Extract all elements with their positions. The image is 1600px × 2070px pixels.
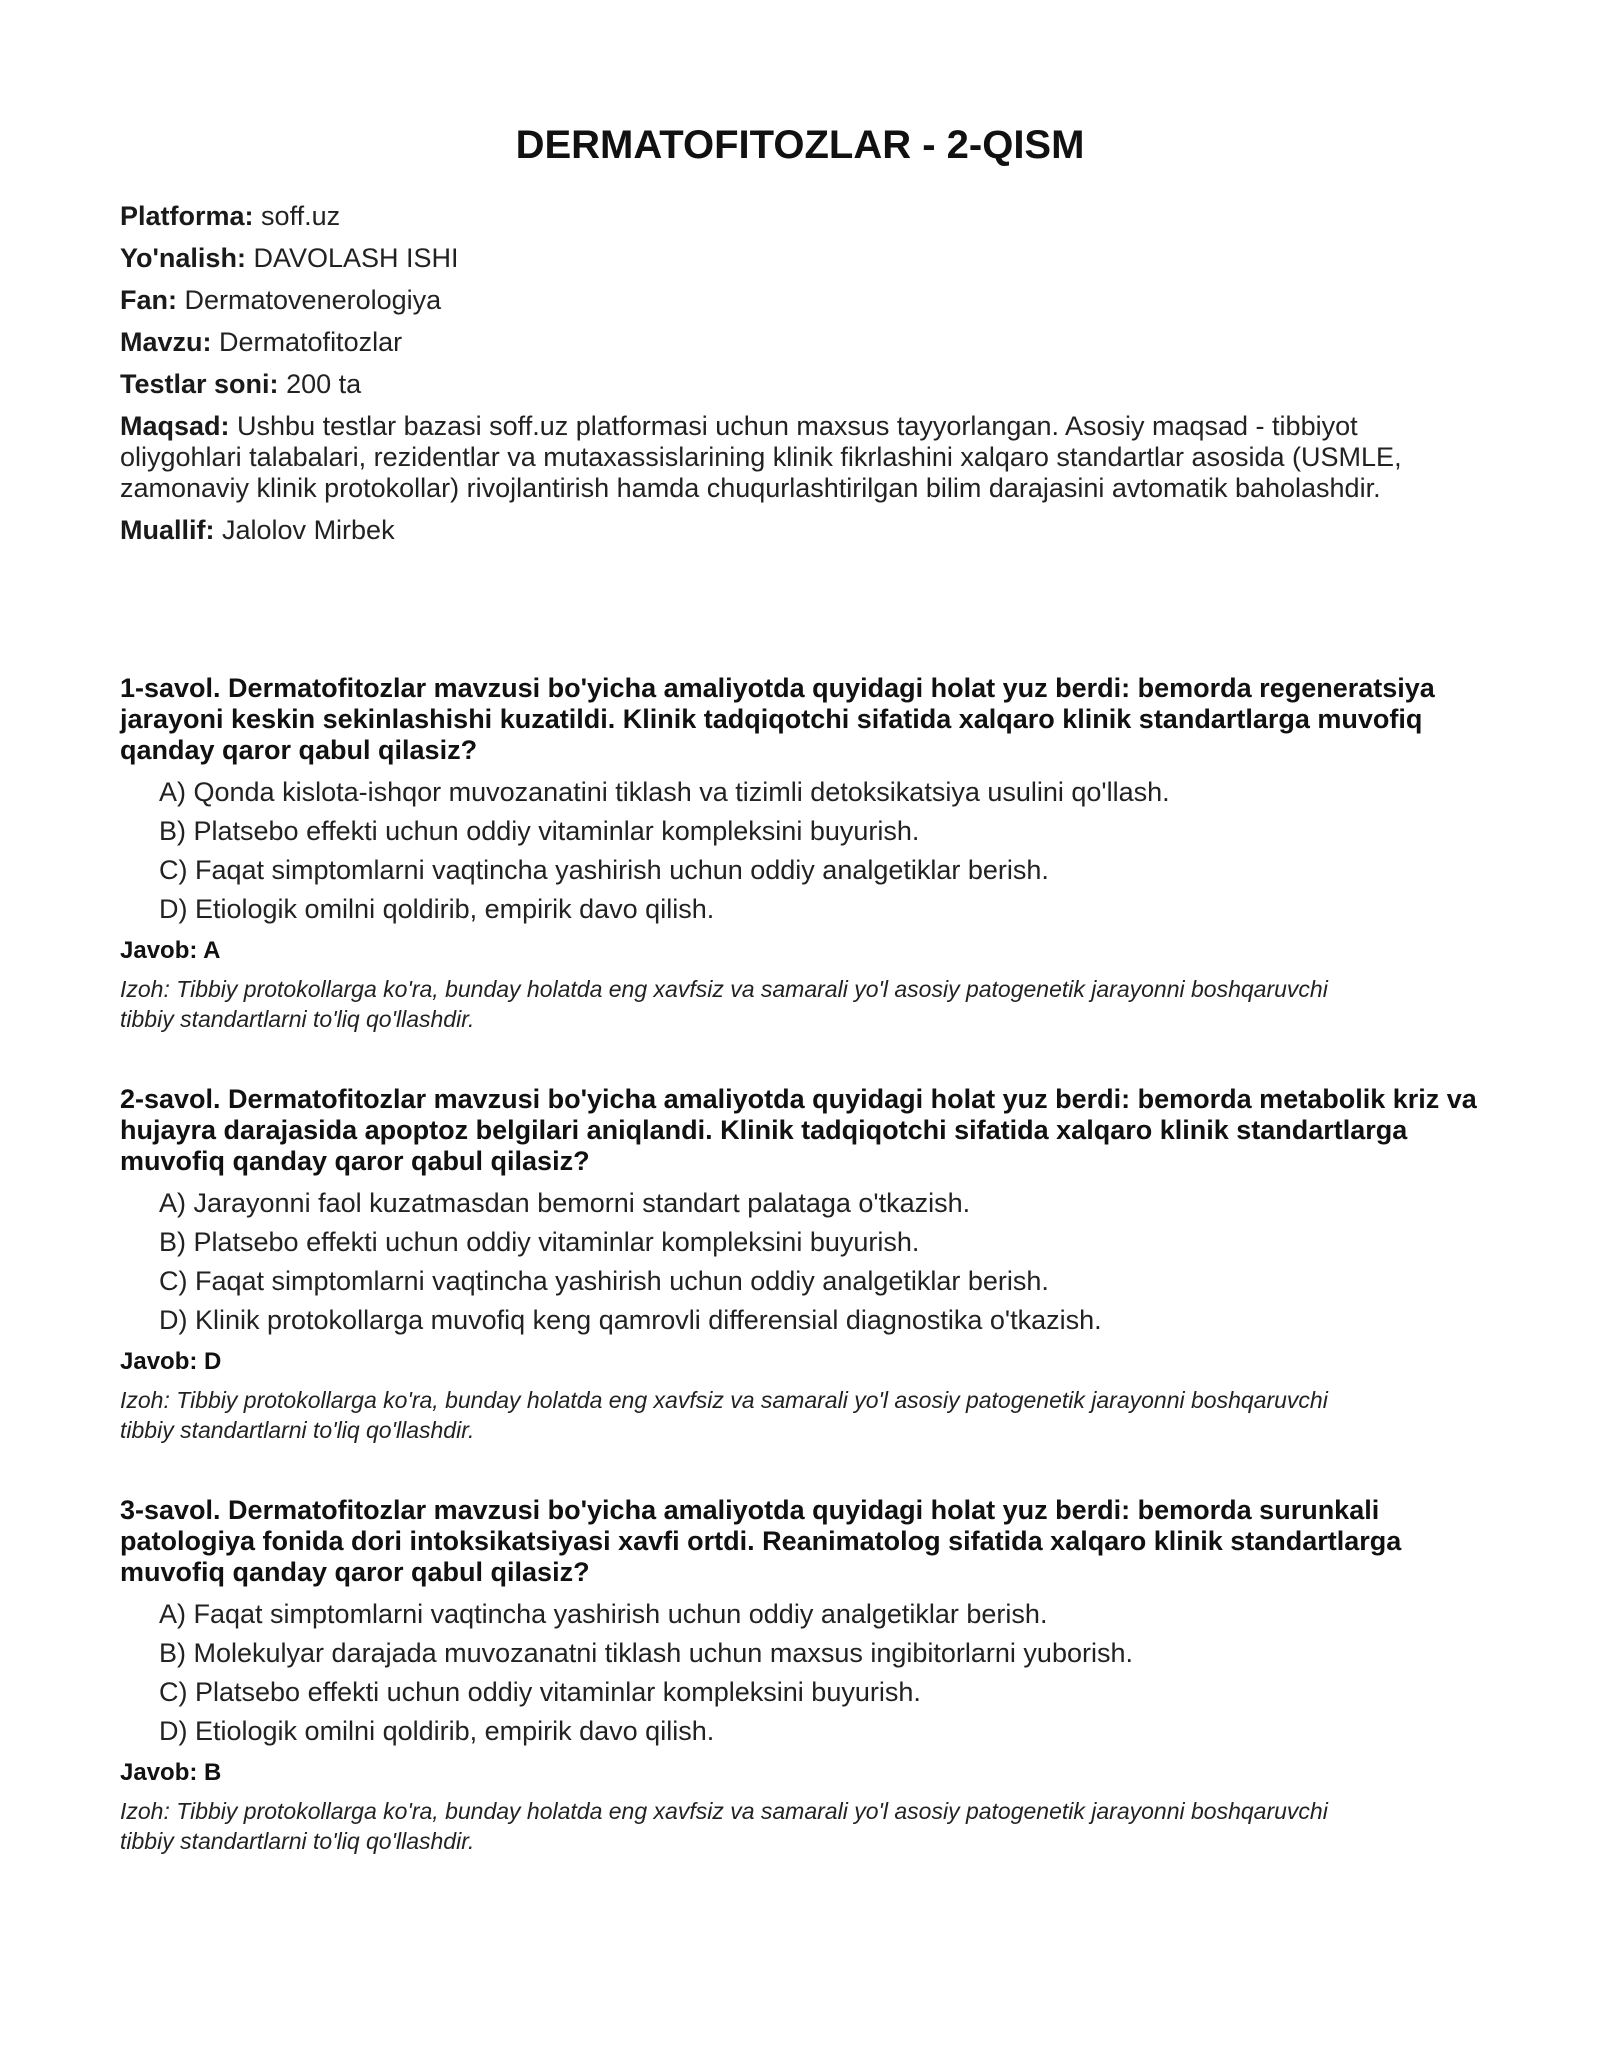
answer-options — [120, 1599, 1480, 1747]
meta-test-count — [120, 369, 1480, 400]
answer-options — [120, 777, 1480, 925]
question-2 — [120, 1084, 1480, 1445]
option-d: D) Etiologik omilni qoldirib, empirik davo qilish. — [159, 1716, 715, 1746]
meta-topic — [120, 327, 1480, 358]
answer-options — [120, 1188, 1480, 1336]
document-meta — [120, 201, 1480, 557]
option-c: C) Platsebo effekti uchun oddiy vitaminlar kompleksini buyurish. — [159, 1677, 921, 1707]
option-a: A) Faqat simptomlarni vaqtincha yashirish uchun oddiy analgetiklar berish. — [159, 1599, 1048, 1629]
correct-answer: Javob: B — [120, 1759, 222, 1786]
explanation-note: Izoh: Tibbiy protokollarga ko'ra, bunday holatda eng xavfsiz va samarali yo'l asosiy patogenetik jarayonni boshqaruvchi tibbiy standartlarni to'liq qo'llashdir. — [120, 1798, 1328, 1854]
meta-label: Mavzu: — [120, 327, 212, 357]
meta-direction — [120, 243, 1480, 274]
question-list — [120, 673, 1480, 1906]
option-d: D) Klinik protokollarga muvofiq keng qamrovli differensial diagnostika o'tkazish. — [159, 1305, 1102, 1335]
option-a: A) Jarayonni faol kuzatmasdan bemorni standart palataga o'tkazish. — [159, 1188, 971, 1218]
explanation-note: Izoh: Tibbiy protokollarga ko'ra, bunday holatda eng xavfsiz va samarali yo'l asosiy patogenetik jarayonni boshqaruvchi tibbiy standartlarni to'liq qo'llashdir. — [120, 1387, 1328, 1443]
meta-value: soff.uz — [261, 201, 341, 231]
meta-purpose — [120, 411, 1480, 504]
option-c: C) Faqat simptomlarni vaqtincha yashirish uchun oddiy analgetiklar berish. — [159, 855, 1049, 885]
page-title: DERMATOFITOZLAR - 2-QISM — [515, 123, 1085, 167]
question-1 — [120, 673, 1480, 1034]
option-b: B) Molekulyar darajada muvozanatni tiklash uchun maxsus ingibitorlarni yuborish. — [159, 1638, 1133, 1668]
option-d: D) Etiologik omilni qoldirib, empirik davo qilish. — [159, 894, 715, 924]
meta-label: Yo'nalish: — [120, 243, 246, 273]
correct-answer: Javob: D — [120, 1348, 222, 1375]
meta-label: Fan: — [120, 285, 177, 315]
option-b: B) Platsebo effekti uchun oddiy vitaminlar kompleksini buyurish. — [159, 816, 920, 846]
meta-value: Jalolov Mirbek — [222, 515, 395, 545]
meta-value: Ushbu testlar bazasi soff.uz platformasi uchun maxsus tayyorlangan. Asosiy maqsad - tibbiyot oliygohlari talabalari, rezidentlar va mutaxassislarining klinik fikrlashini xalqaro standartlar asosida (USMLE, zamonaviy klinik protokollar) rivojlantirish hamda chuqurlashtirilgan bilim darajasini avtomatik baholashdir. — [120, 411, 1402, 503]
question-text: 3-savol. Dermatofitozlar mavzusi bo'yicha amaliyotda quyidagi holat yuz berdi: bemorda surunkali patologiya fonida dori intoksikatsiyasi xavfi ortdi. Reanimatolog sifatida xalqaro klinik standartlarga muvofiq qanday qaror qabul qilasiz? — [120, 1495, 1402, 1587]
correct-answer: Javob: A — [120, 937, 221, 964]
option-a: A) Qonda kislota-ishqor muvozanatini tiklash va tizimli detoksikatsiya usulini qo'llash. — [159, 777, 1170, 807]
question-text: 2-savol. Dermatofitozlar mavzusi bo'yicha amaliyotda quyidagi holat yuz berdi: bemorda metabolik kriz va hujayra darajasida apoptoz belgilari aniqlandi. Klinik tadqiqotchi sifatida xalqaro klinik standartlarga muvofiq qanday qaror qabul qilasiz? — [120, 1084, 1477, 1176]
meta-value: Dermatovenerologiya — [184, 285, 442, 315]
meta-label: Muallif: — [120, 515, 215, 545]
meta-value: DAVOLASH ISHI — [253, 243, 459, 273]
meta-value: Dermatofitozlar — [219, 327, 403, 357]
option-b: B) Platsebo effekti uchun oddiy vitaminlar kompleksini buyurish. — [159, 1227, 920, 1257]
option-c: C) Faqat simptomlarni vaqtincha yashirish uchun oddiy analgetiklar berish. — [159, 1266, 1049, 1296]
question-3 — [120, 1495, 1480, 1856]
explanation-note: Izoh: Tibbiy protokollarga ko'ra, bunday holatda eng xavfsiz va samarali yo'l asosiy patogenetik jarayonni boshqaruvchi tibbiy standartlarni to'liq qo'llashdir. — [120, 976, 1328, 1032]
question-text: 1-savol. Dermatofitozlar mavzusi bo'yicha amaliyotda quyidagi holat yuz berdi: bemorda regeneratsiya jarayoni keskin sekinlashishi kuzatildi. Klinik tadqiqotchi sifatida xalqaro klinik standartlarga muvofiq qanday qaror qabul qilasiz? — [120, 673, 1435, 765]
meta-value: 200 ta — [286, 369, 362, 399]
meta-label: Maqsad: — [120, 411, 230, 441]
meta-subject — [120, 285, 1480, 316]
meta-author — [120, 515, 1480, 546]
meta-label: Platforma: — [120, 201, 254, 231]
meta-platform — [120, 201, 1480, 232]
meta-label: Testlar soni: — [120, 369, 279, 399]
